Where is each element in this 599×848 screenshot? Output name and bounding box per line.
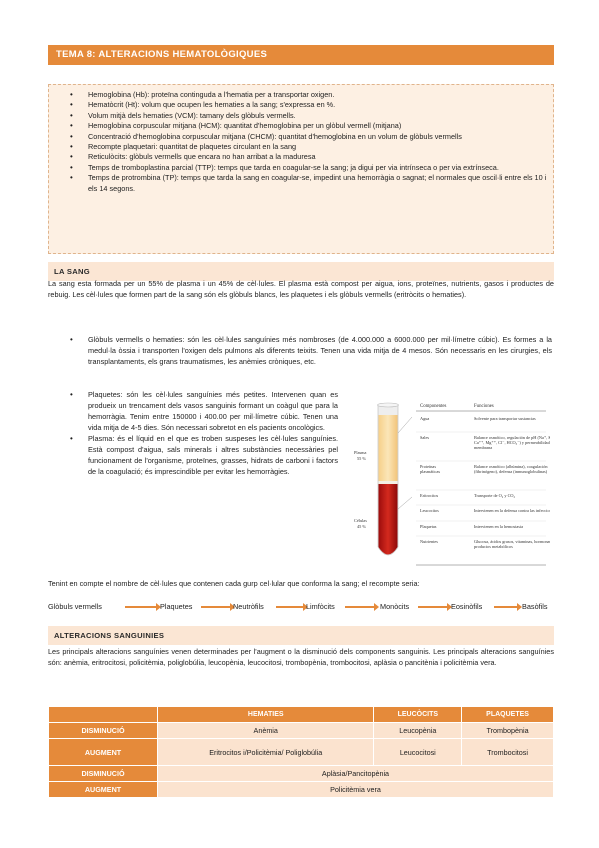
flow-node: Basòfils (522, 602, 548, 611)
page-title: TEMA 8: ALTERACIONS HEMATOLÒGIQUES (48, 45, 554, 65)
table-row (49, 739, 554, 766)
cells-label: Células (354, 518, 367, 523)
list-item: • Glòbuls vermells o hematies: són les cèl·lules sanguínies més nombroses (de 4.000.000 a 6000.000 per mil·límetre cúbic). Es formes a la medul·la òssia i transporten l'oxigen dels pulmons als diferents teixits. Tenen una vida mitja de 4 mesos. Són necessaris en les cirurgies, els transplantaments, els grans traumatismes, les anèmies cròniques, etc. (70, 334, 552, 367)
count-text: Tenint en compte el nombre de cèl·lules que contenen cada gurp cel·lular que conforma la sang; el recompte seria: (48, 579, 420, 588)
cells-percent: 45 % (357, 524, 366, 529)
col-funciones: Funciones (474, 404, 494, 409)
table-cell: Anèmia (158, 723, 374, 739)
table-cell: Eritrocitos i/Policitèmia/ Poliglobúlia (158, 739, 374, 766)
figure-function-text: membrana (474, 445, 493, 450)
table-cell: Aplàsia/Pancitopènia (158, 766, 554, 782)
blood-composition-figure (350, 397, 550, 567)
cells-layer (379, 483, 398, 555)
cell-count-flow (48, 601, 554, 615)
flow-node: Monòcits (380, 602, 410, 611)
flow-node: Plaquetes (160, 602, 193, 611)
figure-component-label: Plaquetas (420, 524, 437, 529)
row-label: AUGMENT (49, 739, 158, 766)
table-cell: Leucopènia (374, 723, 462, 739)
list-item: • Temps de protrombina (TP): temps que tarda la sang en coagular-se, impedint una hemorràgia o sagnat; el normales que oscil·li entre els 10 i els 14 segons. (70, 173, 548, 194)
table-header: LEUCÒCITS (374, 707, 462, 723)
table-row (49, 723, 554, 739)
figure-function-text: Solvente para transportar sustancias (474, 416, 536, 421)
alteracions-intro: Les principals alteracions sanguínies venen determinades per l'augment o la disminució dels components sanguinis. Les principals alteracions sanguínies són: anèmia, eritrocitosi, policitèmia, poliglobúlia, leucopènia, leucocitosi, trombopènia, trombocitosi, aplàsia o pancitènia i policitèmia vera. (48, 647, 554, 667)
la-sang-intro: La sang esta formada per un 55% de plasma i un 45% de cèl·lules. El plasma està compost per aigua, ions, proteïnes, nutrients, gasos i productes de rebuig. Les cèl·lules que formen part de la sang són els glòbuls blancs, les plaquetes i els glòbuls vermells (eritròcits o hematies). (48, 279, 554, 299)
figure-function-text: productos metabólicos (474, 544, 513, 549)
figure-component-label: Agua (420, 416, 430, 421)
figure-component-label: Proteínas (420, 464, 436, 469)
table-header: HEMATIES (158, 707, 374, 723)
alteracions-table (48, 706, 554, 798)
table-header: PLAQUETES (462, 707, 554, 723)
table-row (49, 782, 554, 798)
row-label: DISMINUCIÓ (49, 723, 158, 739)
arrow-right-icon (418, 606, 448, 608)
list-item: • Hemoglobina (Hb): proteïna continguda a l'hematia per a transportar oxigen. (70, 90, 548, 100)
row-label: AUGMENT (49, 782, 158, 798)
plasma-layer (379, 415, 398, 483)
figure-function-text: Balance osmótico, regulación de pH (Na⁺, K⁺, (474, 435, 550, 440)
figure-component-label: Eritrocitos (420, 493, 439, 498)
plasma-percent: 55 % (357, 456, 366, 461)
figure-component-label: Leucocitos (420, 508, 439, 513)
blood-components-list-2 (70, 389, 338, 477)
section-heading-alteracions: ALTERACIONS SANGUINIES (48, 626, 554, 645)
section-heading-la-sang: LA SANG (48, 262, 554, 281)
flow-node: Glòbuls vermells (48, 602, 102, 611)
table-header-row (49, 707, 554, 723)
figure-function-text: Glucosa, ácidos grasos, vitaminas, hormonas, (474, 539, 550, 544)
list-item: • Plasma: és el líquid en el que es troben suspeses les cèl·lules sanguínies. Està compost d'aigua, sals minerals i altres substàncies necessàries pel funcionament de l'organisme, proteïnes, grasses, hidrats de carboni i factors de la coagulació; és imprescindible per evitar les hemorràgies. (70, 433, 338, 477)
figure-component-label: Sales (420, 435, 430, 440)
figure-function-text: Transporte de O₂ y CO₂ (474, 493, 516, 498)
definitions-list (70, 90, 548, 194)
table-cell: Leucocitosi (374, 739, 462, 766)
plasma-label: Plasma (354, 450, 367, 455)
list-item: • Recompte plaquetari: quantitat de plaquetes circulant en la sang (70, 142, 548, 152)
figure-function-text: Balance osmótico (albúmina), coagulación (474, 464, 548, 469)
list-item: • Volum mitjà dels hematies (VCM): tamany dels glòbuls vermells. (70, 111, 548, 121)
arrow-right-icon (494, 606, 518, 608)
figure-function-text: Intervienen en la defensa contra las infecciones (474, 508, 550, 513)
table-cell: Policitèmia vera (158, 782, 554, 798)
table-row (49, 766, 554, 782)
list-item: • Plaquetes: són les cèl·lules sanguínies més petites. Intervenen quan es produeix un trencament dels vasos sanguinis formant un coàgul que para la hemorràgia. Tenim entre 150000 i 400.00 per mil·límetre cúbic. Tenen una vida mitja de 4-5 dies. Són necessari sobretot en els pacients oncològics. (70, 389, 338, 433)
figure-function-text: (fibrinógeno), defensa (inmunoglobulinas) (474, 469, 548, 474)
row-label: DISMINUCIÓ (49, 766, 158, 782)
col-components: Componentes (420, 404, 447, 409)
arrow-right-icon (345, 606, 375, 608)
arrow-right-icon (201, 606, 231, 608)
figure-function-text: Intervienen en la hemostasia (474, 524, 524, 529)
list-item: • Temps de tromboplastina parcial (TTP): temps que tarda en coagular-se la sang; ja digui per via intrínseca o per via extrínseca. (70, 163, 548, 173)
list-item: • Hematòcrit (Ht): volum que ocupen les hematies a la sang; s'expressa en %. (70, 100, 548, 110)
blood-components-list (70, 334, 552, 367)
flow-node: Neutròfils (233, 602, 264, 611)
arrow-right-icon (276, 606, 304, 608)
figure-function-text: Ca⁺⁺, Mg⁺⁺, Cl⁻, HCO₃⁻) y permeabilidad de (474, 440, 550, 445)
figure-component-label: plasmáticas (420, 469, 441, 474)
list-item: • Hemoglobina corpuscular mitjana (HCM): quantitat d'hemoglobina per un glòbul vermell (mitjana) (70, 121, 548, 131)
table-header (49, 707, 158, 723)
flow-node: Limfòcits (306, 602, 335, 611)
table-cell: Trombopènia (462, 723, 554, 739)
list-item: • Concentració d'hemoglobina corpuscular mitjana (CHCM): quantitat d'hemoglobina en un volum de glòbuls vermells (70, 132, 548, 142)
figure-component-label: Nutrientes (420, 539, 438, 544)
arrow-right-icon (125, 606, 157, 608)
table-cell: Trombocitosi (462, 739, 554, 766)
flow-node: Eosinòfils (451, 602, 483, 611)
list-item: • Reticulòcits: glòbuls vermells que encara no han arribat a la maduresa (70, 152, 548, 162)
